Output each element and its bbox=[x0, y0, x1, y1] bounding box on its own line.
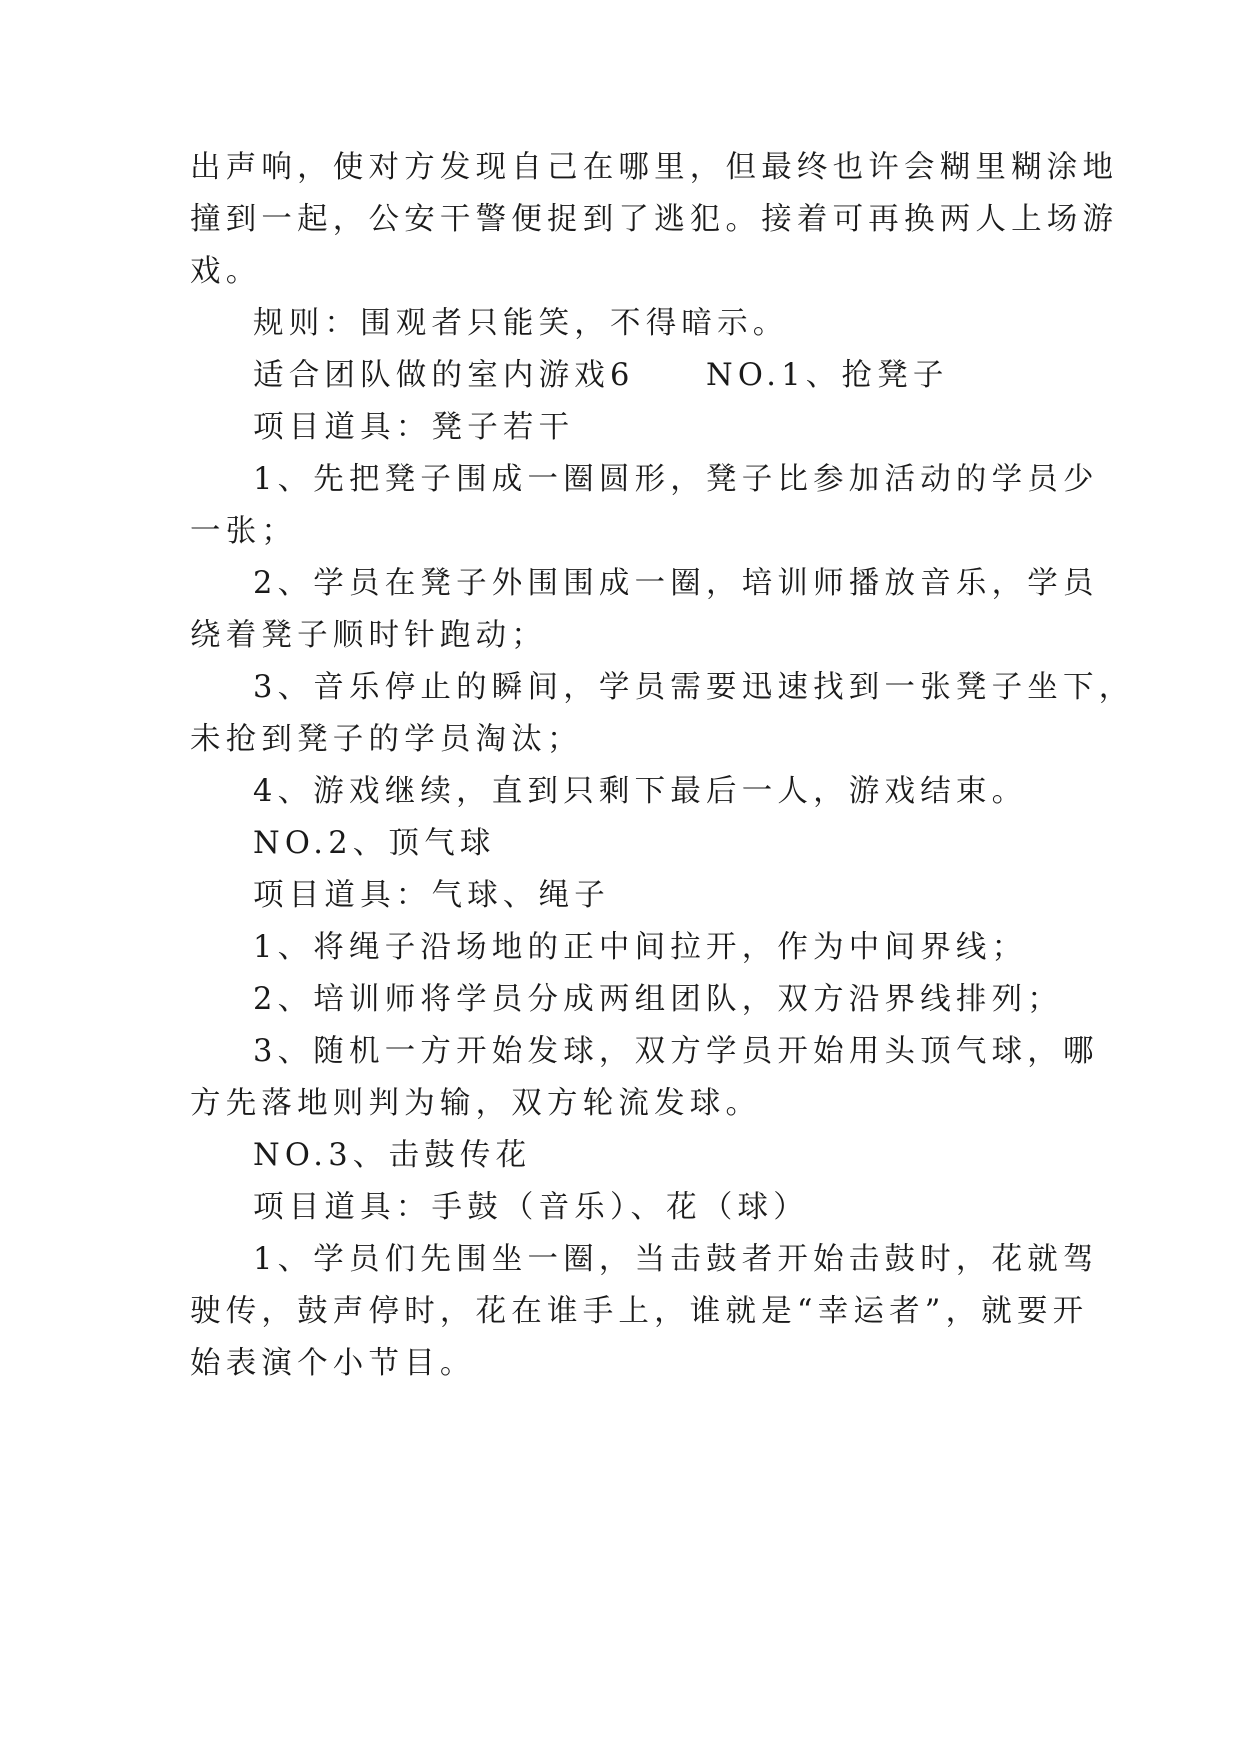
section-heading: NO.2、顶气球 bbox=[253, 826, 496, 861]
section-heading: 适合团队做的室内游戏6 NO.1、抢凳子 bbox=[253, 358, 949, 393]
text-line: 戏。 bbox=[190, 254, 262, 289]
text-line: 3、音乐停止的瞬间，学员需要迅速找到一张凳子坐下， bbox=[253, 670, 1135, 705]
text-line: 项目道具：凳子若干 bbox=[253, 410, 575, 445]
text-line: 驶传，鼓声停时，花在谁手上，谁就是“幸运者”，就要开 bbox=[190, 1294, 1089, 1329]
text-line: 1、先把凳子围成一圈圆形，凳子比参加活动的学员少 bbox=[253, 462, 1099, 497]
text-line: 3、随机一方开始发球，双方学员开始用头顶气球，哪 bbox=[253, 1034, 1099, 1069]
text-line: 始表演个小节目。 bbox=[190, 1346, 476, 1381]
text-line: 1、将绳子沿场地的正中间拉开，作为中间界线； bbox=[253, 930, 1028, 965]
text-line: 撞到一起，公安干警便捉到了逃犯。接着可再换两人上场游 bbox=[190, 202, 1119, 237]
text-line: 项目道具：手鼓（音乐）、花（球） bbox=[253, 1190, 809, 1225]
text-line: 方先落地则判为输，双方轮流发球。 bbox=[190, 1086, 762, 1121]
text-line: 项目道具：气球、绳子 bbox=[253, 878, 610, 913]
text-line: 2、培训师将学员分成两组团队，双方沿界线排列； bbox=[253, 982, 1064, 1017]
text-line: 1、学员们先围坐一圈，当击鼓者开始击鼓时，花就驾 bbox=[253, 1242, 1099, 1277]
text-line: 4、游戏继续，直到只剩下最后一人，游戏结束。 bbox=[253, 774, 1028, 809]
text-line: 一张； bbox=[190, 514, 298, 549]
text-line: 规则：围观者只能笑，不得暗示。 bbox=[253, 306, 789, 341]
text-line: 2、学员在凳子外围围成一圈，培训师播放音乐，学员 bbox=[253, 566, 1099, 601]
text-line: 出声响，使对方发现自己在哪里，但最终也许会糊里糊涂地 bbox=[190, 150, 1119, 185]
section-heading: NO.3、击鼓传花 bbox=[253, 1138, 532, 1173]
text-line: 绕着凳子顺时针跑动； bbox=[190, 618, 547, 653]
text-line: 未抢到凳子的学员淘汰； bbox=[190, 722, 583, 757]
